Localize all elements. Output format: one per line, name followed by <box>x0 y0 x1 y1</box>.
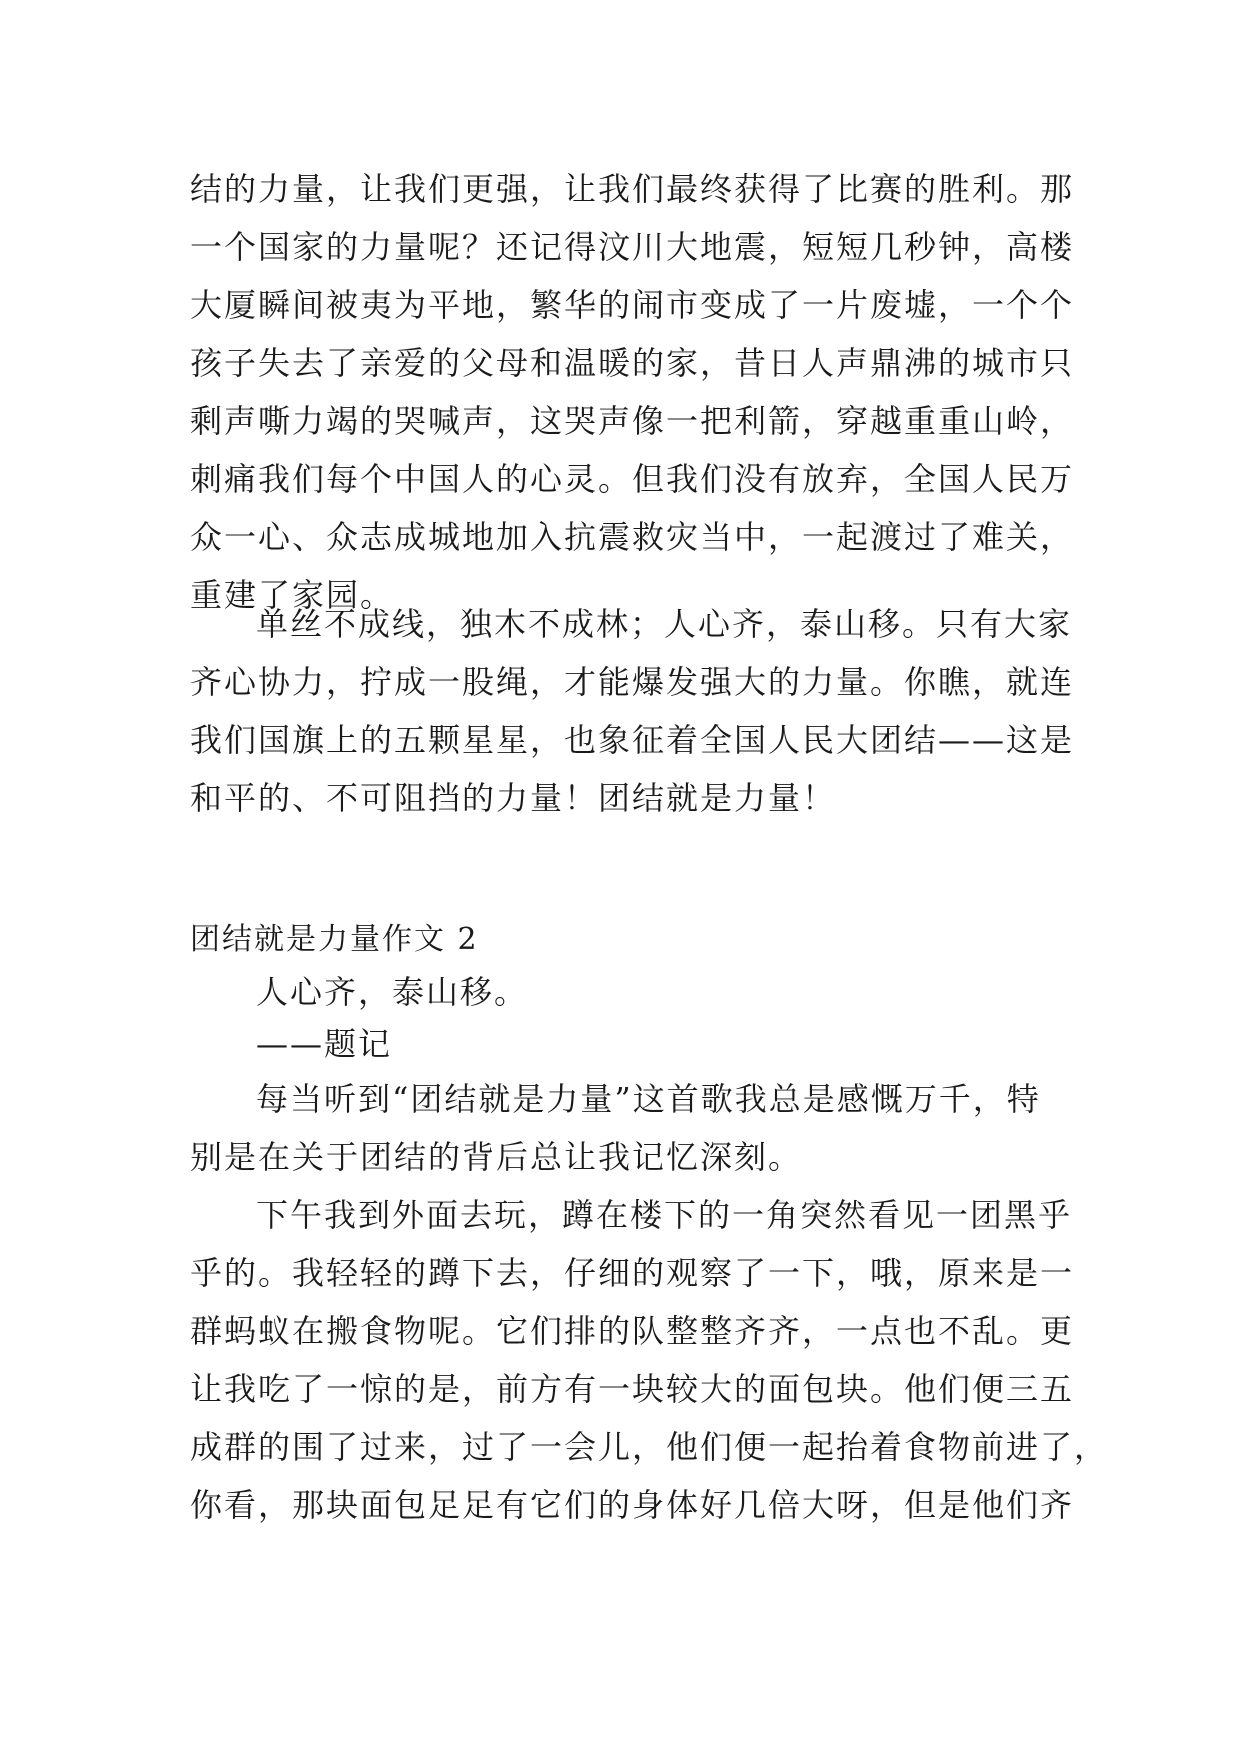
text-line: 剩声嘶力竭的哭喊声，这哭声像一把利箭，穿越重重山岭， <box>190 402 1075 440</box>
essay-title: 团结就是力量作文 2 <box>190 922 479 957</box>
text-line: 成群的围了过来，过了一会儿，他们便一起抬着食物前进了， <box>190 1428 1109 1466</box>
text-line: 一个国家的力量呢？还记得汶川大地震，短短几秒钟，高楼 <box>190 228 1075 266</box>
text-line: 乎的。我轻轻的蹲下去，仔细的观察了一下，哦，原来是一 <box>190 1254 1075 1292</box>
text-line: 你看，那块面包足足有它们的身体好几倍大呀，但是他们齐 <box>190 1486 1075 1524</box>
paragraph-conclusion <box>190 595 1075 827</box>
text-line: 单丝不成线，独木不成林；人心齐，泰山移。只有大家 <box>256 605 1073 643</box>
text-line: 重建了家园。 <box>190 576 395 614</box>
text-line: 别是在关于团结的背后总让我记忆深刻。 <box>190 1138 803 1176</box>
text-line: 每当听到“团结就是力量”这首歌我总是感慨万千，特 <box>256 1080 1041 1118</box>
text-line: 和平的、不可阻挡的力量！团结就是力量！ <box>190 779 837 817</box>
text-line: 大厦瞬间被夷为平地，繁华的闹市变成了一片废墟，一个个 <box>190 286 1075 324</box>
text-line: 下午我到外面去玩，蹲在楼下的一角突然看见一团黑乎 <box>256 1196 1073 1234</box>
essay-body <box>190 966 1109 1534</box>
text-line: 刺痛我们每个中国人的心灵。但我们没有放弃，全国人民万 <box>190 460 1075 498</box>
epigraph: 人心齐，泰山移。 <box>256 973 529 1011</box>
text-line: 齐心协力，拧成一股绳，才能爆发强大的力量。你瞧，就连 <box>190 663 1075 701</box>
epigraph-source: ——题记 <box>256 1025 393 1063</box>
text-line: 群蚂蚁在搬食物呢。它们排的队整整齐齐，一点也不乱。更 <box>190 1312 1075 1350</box>
text-line: 我们国旗上的五颗星星，也象征着全国人民大团结——这是 <box>190 721 1075 759</box>
text-line: 孩子失去了亲爱的父母和温暖的家，昔日人声鼎沸的城市只 <box>190 344 1075 382</box>
text-line: 让我吃了一惊的是，前方有一块较大的面包块。他们便三五 <box>190 1370 1075 1408</box>
text-line: 结的力量，让我们更强，让我们最终获得了比赛的胜利。那 <box>190 170 1075 208</box>
text-line: 众一心、众志成城地加入抗震救灾当中，一起渡过了难关， <box>190 518 1075 556</box>
